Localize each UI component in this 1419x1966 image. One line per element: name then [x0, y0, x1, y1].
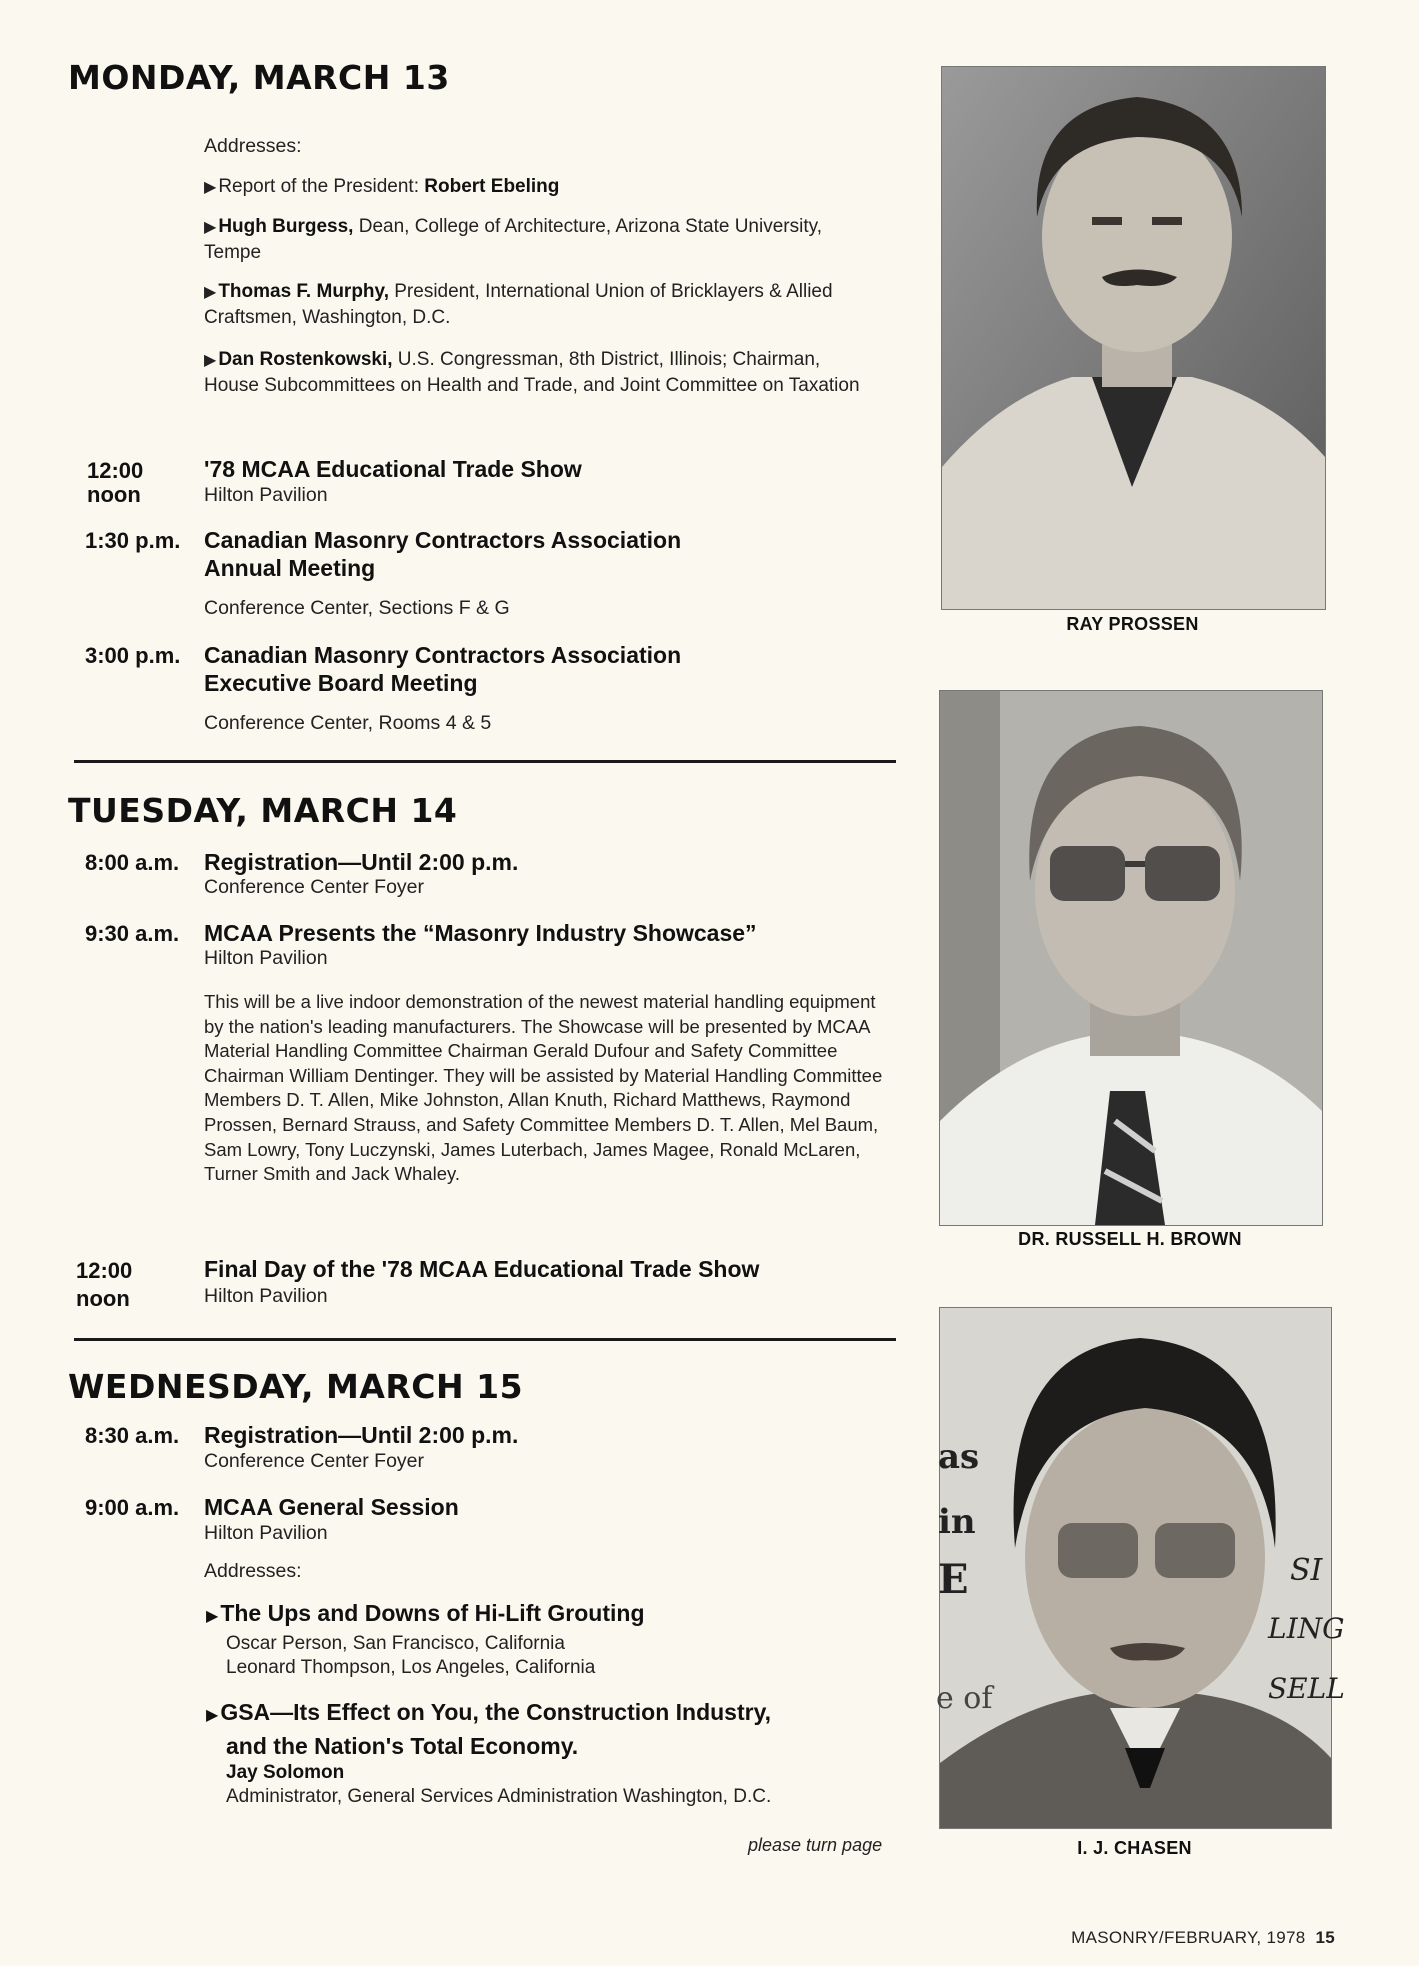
talk-title: The Ups and Downs of Hi-Lift Grouting: [220, 1600, 645, 1626]
background-sign-text: as: [938, 1437, 980, 1477]
turn-page-note: please turn page: [748, 1835, 883, 1855]
event-location: Hilton Pavilion: [204, 1285, 328, 1307]
event-location: Conference Center, Sections F & G: [204, 597, 510, 619]
photo-caption: RAY PROSSEN: [1066, 614, 1199, 634]
portrait-photo: [936, 1307, 1345, 1829]
addresses-label: Addresses:: [204, 1560, 302, 1582]
event-time: 12:00: [76, 1258, 133, 1283]
photo-caption: I. J. CHASEN: [1077, 1838, 1192, 1858]
photo-caption: DR. RUSSELL H. BROWN: [1018, 1229, 1242, 1249]
arrow-icon: ▶: [206, 1707, 219, 1724]
event-title: Final Day of the '78 MCAA Educational Trade Show: [204, 1256, 760, 1282]
address-item: ▶ Hugh Burgess, Dean, College of Architecture, Arizona State University, Tempe: [204, 216, 822, 263]
publication-info: MASONRY/FEBRUARY, 1978: [1071, 1928, 1306, 1947]
arrow-icon: ▶: [204, 179, 217, 196]
arrow-icon: ▶: [204, 352, 217, 369]
talk-title: GSA—Its Effect on You, the Construction Industry,: [220, 1699, 772, 1725]
event-location: Conference Center Foyer: [204, 876, 425, 898]
address-item: ▶ Dan Rostenkowski, U.S. Congressman, 8th District, Illinois; Chairman, House Subcommittees on Health and Trade, and Joint Committee on Taxation: [204, 349, 860, 396]
page-number: 15: [1315, 1928, 1335, 1947]
portrait-photo: [941, 66, 1326, 610]
page-footer: [1071, 1928, 1335, 1948]
event-title: MCAA Presents the “Masonry Industry Showcase”: [204, 920, 757, 946]
arrow-icon: ▶: [204, 219, 217, 236]
background-sign-text: E: [938, 1556, 969, 1603]
addresses-label: Addresses:: [204, 135, 302, 157]
event-location: Hilton Pavilion: [204, 484, 328, 506]
event-location: Conference Center Foyer: [204, 1450, 425, 1472]
event-title: '78 MCAA Educational Trade Show: [204, 456, 582, 482]
event-time: 12:00: [87, 458, 144, 483]
event-location: Conference Center, Rooms 4 & 5: [204, 712, 492, 734]
event-time: 9:30 a.m.: [85, 921, 180, 946]
wednesday-heading: WEDNESDAY, MARCH 15: [68, 1367, 524, 1406]
section-divider: [74, 760, 896, 763]
monday-heading: MONDAY, MARCH 13: [68, 58, 450, 97]
background-sign-text: LING: [1268, 1612, 1345, 1645]
event-description: This will be a live indoor demonstration of the newest material handling equipment by the nation's leading manufacturers. The Showcase will be presented by MCAA Material Handling Committee Chairman Gerald Dufour and Safety Committee Chairman William Dentinger. They will be assisted by Material Handling Committee Members D. T. Allen, Mike Johnston, Allan Knuth, Richard Matthews, Raymond Prossen, Bernard Strauss, and Safety Committee Members D. T. Allen, Mel Baum, Sam Lowry, Tony Luczynski, James Luterbach, James Magee, Ronald McLaren, Turner Smith and Jack Whaley.: [204, 991, 883, 1185]
background-sign-text: in: [938, 1502, 976, 1542]
event-time: 8:00 a.m.: [85, 850, 180, 875]
event-title: Canadian Masonry Contractors Association Annual Meeting: [204, 527, 682, 581]
event-time: 1:30 p.m.: [85, 528, 181, 553]
talk-item: ▶GSA—Its Effect on You, the Construction Industry, and the Nation's Total Economy. Jay Solomon Administrator, General Services Administration Washington, D.C.: [206, 1697, 906, 1809]
talk-item: ▶The Ups and Downs of Hi-Lift Grouting Oscar Person, San Francisco, California Leonard Thompson, Los Angeles, California: [206, 1600, 645, 1678]
event-location: Hilton Pavilion: [204, 947, 328, 969]
address-item: ▶ Thomas F. Murphy, President, International Union of Bricklayers & Allied Craftsmen, Washington, D.C.: [204, 281, 833, 328]
arrow-icon: ▶: [206, 1608, 219, 1625]
event-time: 3:00 p.m.: [85, 643, 181, 668]
portrait-photo: [939, 690, 1323, 1226]
background-sign-text: SELL: [1268, 1672, 1345, 1705]
event-time: 8:30 a.m.: [85, 1423, 180, 1448]
tuesday-heading: TUESDAY, MARCH 14: [68, 791, 458, 830]
background-sign-text: SI: [1290, 1553, 1323, 1588]
event-location: Hilton Pavilion: [204, 1522, 328, 1544]
talk-speaker: Jay Solomon: [226, 1762, 345, 1783]
arrow-icon: ▶: [204, 284, 217, 301]
background-sign-text: e of: [936, 1681, 993, 1716]
section-divider: [74, 1338, 896, 1341]
event-time: 9:00 a.m.: [85, 1495, 180, 1520]
event-title: MCAA General Session: [204, 1494, 459, 1520]
event-title: Registration—Until 2:00 p.m.: [204, 1422, 519, 1448]
event-time: noon: [76, 1286, 130, 1311]
event-time: noon: [87, 482, 141, 507]
event-title: Canadian Masonry Contractors Association Executive Board Meeting: [204, 642, 682, 696]
event-title: Registration—Until 2:00 p.m.: [204, 849, 519, 875]
address-item: ▶ Report of the President: Robert Ebeling: [204, 176, 560, 197]
